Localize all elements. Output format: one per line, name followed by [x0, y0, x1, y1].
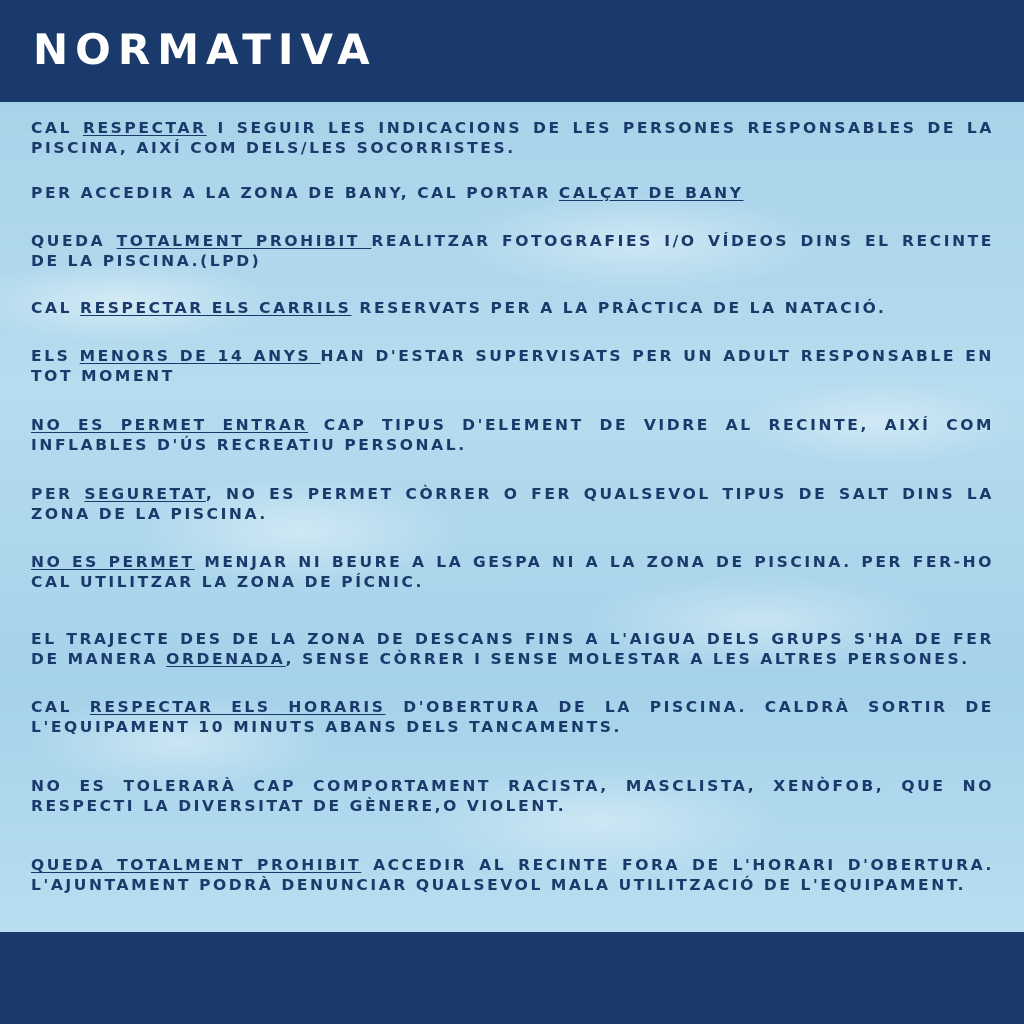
page-title: NORMATIVA: [33, 25, 377, 74]
header-bar: [0, 0, 1024, 102]
rule-text: PER: [31, 485, 85, 503]
rule-emphasis: SEGURETAT: [84, 485, 206, 503]
rule-text: CAL: [31, 698, 90, 716]
rule-text: REALITZAR FOTOGRAFIES I/O VÍDEOS DINS EL RECINTE DE LA PISCINA.(LPD): [31, 232, 995, 270]
rule-emphasis: TOTALMENT PROHIBIT: [116, 232, 372, 250]
rule-emphasis: RESPECTAR ELS HORARIS: [89, 698, 386, 716]
rule-7: [31, 484, 994, 524]
rule-text: NO ES TOLERARÀ CAP COMPORTAMENT RACISTA, MASCLISTA, XENÒFOB, QUE NO RESPECTI LA DIVERSITAT DE GÈNERE,O VIOLENT.: [31, 777, 994, 815]
footer-bar: [0, 932, 1024, 1024]
rule-9: [31, 629, 994, 669]
rule-12: [31, 855, 994, 895]
rule-emphasis: NO ES PERMET ENTRAR: [31, 416, 309, 434]
rule-11: [31, 776, 994, 816]
rule-2: [31, 183, 994, 203]
rule-text: ELS: [31, 347, 80, 365]
rule-emphasis: MENORS DE 14 ANYS: [79, 347, 321, 365]
rule-emphasis: RESPECTAR ELS CARRILS: [80, 299, 352, 317]
rule-text: CAL: [31, 299, 81, 317]
rule-8: [31, 552, 994, 592]
rule-text: D'OBERTURA DE LA PISCINA. CALDRÀ SORTIR DE L'EQUIPAMENT 10 MINUTS ABANS DELS TANCAMENTS.: [31, 698, 995, 736]
rule-text: QUEDA: [31, 232, 117, 250]
rule-text: , SENSE CÒRRER I SENSE MOLESTAR A LES ALTRES PERSONES.: [285, 650, 970, 668]
rule-text: I SEGUIR LES INDICACIONS DE LES PERSONES RESPONSABLES DE LA PISCINA, AIXÍ COM DELS/LES SOCORRISTES.: [31, 119, 994, 157]
rule-text: , NO ES PERMET CÒRRER O FER QUALSEVOL TIPUS DE SALT DINS LA ZONA DE LA PISCINA.: [31, 485, 995, 523]
rule-10: [31, 697, 994, 737]
rule-text: CAL: [31, 119, 83, 137]
rule-6: [31, 415, 994, 455]
rule-text: MENJAR NI BEURE A LA GESPA NI A LA ZONA DE PISCINA. PER FER-HO CAL UTILITZAR LA ZONA DE PÍCNIC.: [31, 553, 994, 591]
rule-text: HAN D'ESTAR SUPERVISATS PER UN ADULT RESPONSABLE EN TOT MOMENT: [31, 347, 994, 385]
rule-text: ACCEDIR AL RECINTE FORA DE L'HORARI D'OBERTURA. L'AJUNTAMENT PODRÀ DENUNCIAR QUALSEVOL MALA UTILITZACIÓ DE L'EQUIPAMENT.: [31, 856, 994, 894]
rule-emphasis: QUEDA TOTALMENT PROHIBIT: [31, 856, 362, 874]
rule-emphasis: RESPECTAR: [82, 119, 207, 137]
rule-emphasis: CALÇAT DE BANY: [558, 184, 744, 202]
rule-4: [31, 298, 994, 318]
rule-text: CAP TIPUS D'ELEMENT DE VIDRE AL RECINTE, AIXÍ COM INFLABLES D'ÚS RECREATIU PERSONAL.: [31, 416, 994, 454]
rule-text: RESERVATS PER A LA PRÀCTICA DE LA NATACIÓ.: [351, 299, 887, 317]
pool-water-background: [0, 102, 1024, 932]
rule-emphasis: NO ES PERMET: [31, 553, 195, 571]
rule-5: [31, 346, 994, 386]
rule-emphasis: ORDENADA: [166, 650, 286, 668]
rule-text: PER ACCEDIR A LA ZONA DE BANY, CAL PORTAR: [31, 184, 559, 202]
rule-text: EL TRAJECTE DES DE LA ZONA DE DESCANS FINS A L'AIGUA DELS GRUPS S'HA DE FER DE MANERA: [31, 630, 994, 668]
rule-1: [31, 118, 994, 158]
rule-3: [31, 231, 994, 271]
